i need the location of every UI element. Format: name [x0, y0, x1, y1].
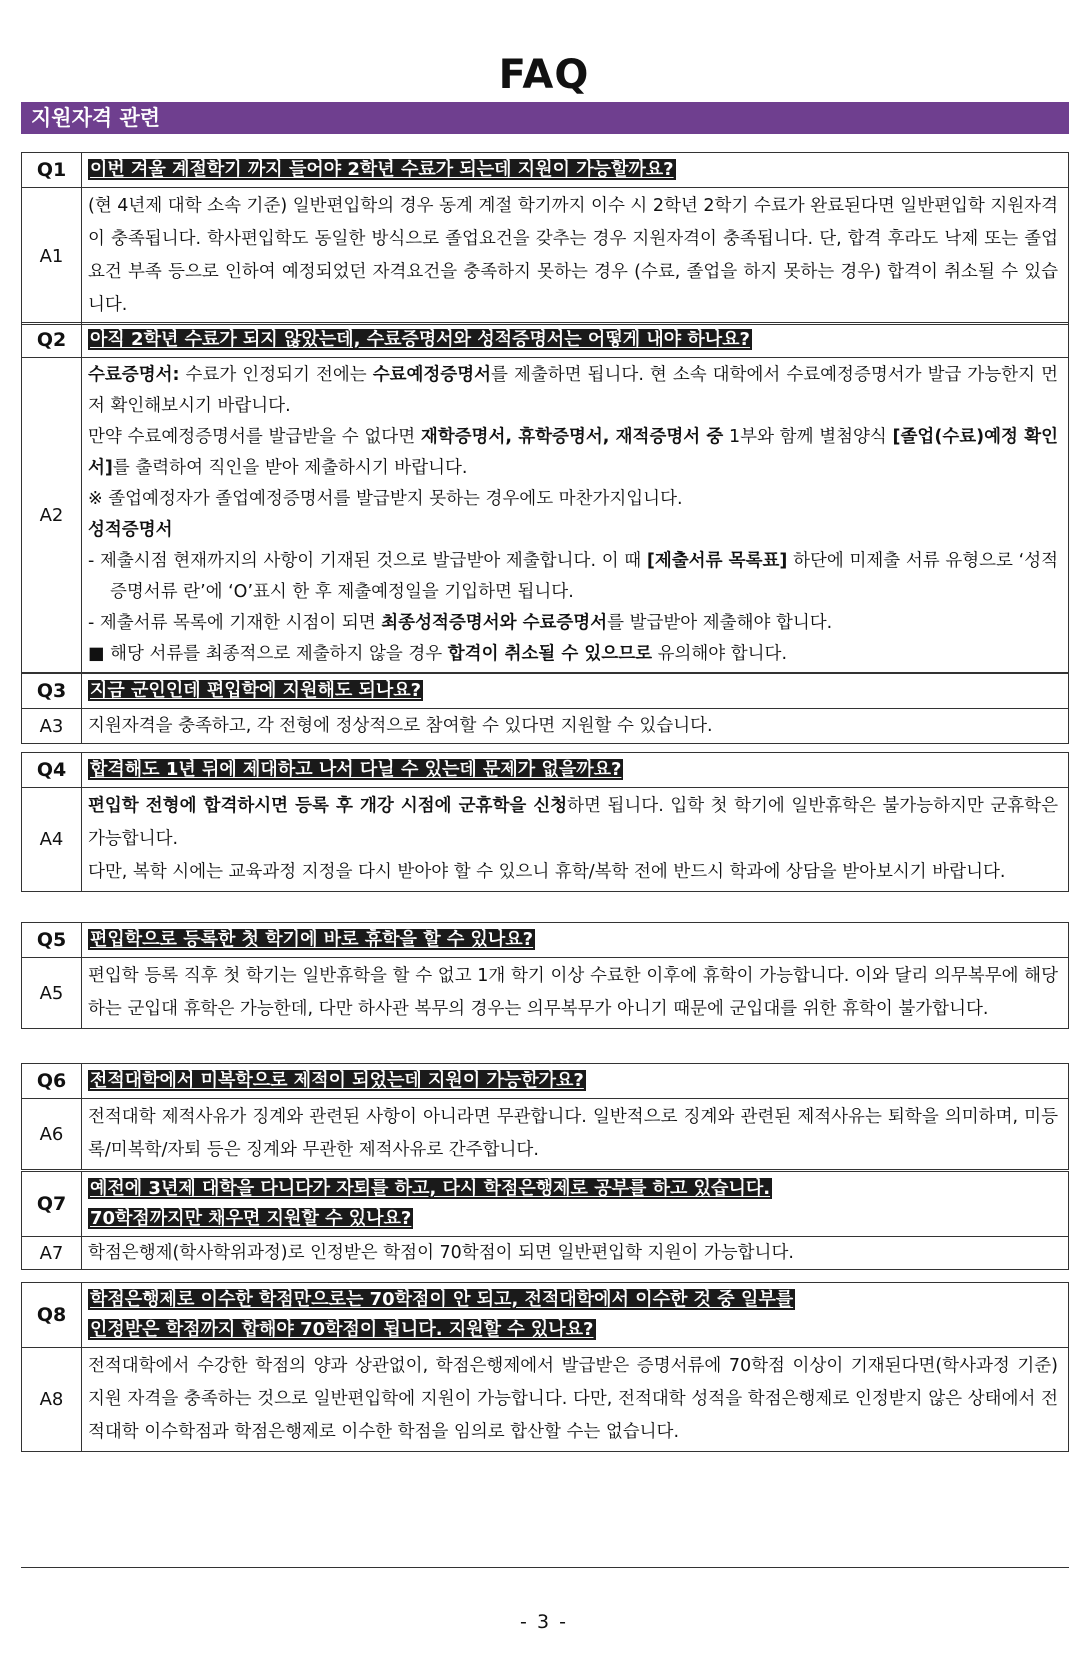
question-row: [22, 323, 1068, 358]
question-label: Q3: [22, 674, 82, 708]
answer-label: A5: [22, 958, 82, 1028]
faq-item-q4: [21, 752, 1069, 892]
faq-item-q1: [21, 152, 1069, 325]
question-row: [22, 753, 1068, 788]
answer-label: A2: [22, 358, 82, 672]
question-row: [22, 923, 1068, 958]
question-text: 아직 2학년 수료가 되지 않았는데, 수료증명서와 성적증명서는 어떻게 내야 하나요?: [90, 329, 751, 350]
question-label: Q4: [22, 753, 82, 787]
faq-item-q7: [21, 1171, 1069, 1270]
faq-item-q8: [21, 1282, 1069, 1452]
answer-text: 학점은행제(학사학위과정)로 인정받은 학점이 70학점이 되면 일반편입학 지원이 가능합니다.: [88, 1243, 794, 1263]
question-text: 지금 군인인데 편입학에 지원해도 되나요?: [90, 680, 422, 701]
question-text: 예전에 3년제 대학을 다니다가 자퇴를 하고, 다시 학점은행제로 공부를 하고 있습니다. 70학점까지만 채우면 지원할 수 있나요?: [90, 1178, 771, 1229]
answer-paragraph: 수료증명서: 수료가 인정되기 전에는 수료예정증명서를 제출하면 됩니다. 현 소속 대학에서 수료예정증명서가 발급 가능한지 먼저 확인해보시기 바랍니다.: [88, 365, 1058, 416]
section-header: 지원자격 관련: [21, 102, 1069, 134]
answer-row: [22, 188, 1068, 324]
answer-subheading: 성적증명서: [88, 520, 173, 540]
question-text: 편입학으로 등록한 첫 학기에 바로 휴학을 할 수 있나요?: [90, 929, 534, 950]
question-label: Q2: [22, 323, 82, 357]
question-row: [22, 153, 1068, 188]
question-label: Q7: [22, 1172, 82, 1236]
question-text: 합격해도 1년 뒤에 제대하고 나서 다닐 수 있는데 문제가 없을까요?: [90, 759, 622, 780]
answer-text: [82, 788, 1068, 891]
page-number: - 3 -: [520, 1611, 568, 1633]
question-text: 전적대학에서 미복학으로 제적이 되었는데 지원이 가능한가요?: [90, 1070, 584, 1091]
answer-paragraph: 만약 수료예정증명서를 발급받을 수 없다면 재학증명서, 휴학증명서, 재적증명서 중 1부와 함께 별첨양식 [졸업(수료)예정 확인서]를 출력하여 직인을 받아 제출하시기 바랍니다.: [88, 427, 1059, 478]
question-label: Q8: [22, 1283, 82, 1347]
answer-row: [22, 958, 1068, 1028]
answer-text: 편입학 등록 직후 첫 학기는 일반휴학을 할 수 없고 1개 학기 이상 수료한 이후에 휴학이 가능합니다. 이와 달리 의무복무에 해당하는 군입대 휴학은 가능한데, 다만 하사관 복무의 경우는 의무복무가 아니기 때문에 군입대를 위한 휴학이 불가합니다.: [88, 966, 1058, 1019]
answer-row: [22, 709, 1068, 743]
answer-label: A7: [22, 1237, 82, 1269]
question-label: Q5: [22, 923, 82, 957]
answer-label: A1: [22, 188, 82, 324]
answer-label: A4: [22, 788, 82, 891]
answer-paragraph: 다만, 복학 시에는 교육과정 지정을 다시 받아야 할 수 있으니 휴학/복학 전에 반드시 학과에 상담을 받아보시기 바랍니다.: [88, 862, 1006, 882]
question-label: Q1: [22, 153, 82, 187]
answer-row: [22, 1099, 1068, 1169]
faq-item-q3: [21, 673, 1069, 744]
question-row: [22, 1283, 1068, 1348]
answer-row: [22, 1237, 1068, 1269]
faq-item-q5: [21, 922, 1069, 1029]
faq-item-q2: [21, 322, 1069, 673]
answer-label: A8: [22, 1348, 82, 1451]
answer-note: ※ 졸업예정자가 졸업예정증명서를 발급받지 못하는 경우에도 마찬가지입니다.: [88, 489, 683, 509]
page-title: FAQ: [498, 52, 590, 98]
answer-text: (현 4년제 대학 소속 기준) 일반편입학의 경우 동계 계절 학기까지 이수 시 2학년 2학기 수료가 완료된다면 일반편입학 지원자격이 충족됩니다. 학사편입학도 동일한 방식으로 졸업요건을 갖추는 경우 지원자격이 충족됩니다. 단, 합격 후라도 낙제 또는 졸업요건 부족 등으로 인하여 예정되었던 자격요건을 충족하지 못하는 경우 (수료, 졸업을 하지 못하는 경우) 합격이 취소될 수 있습니다.: [88, 196, 1058, 315]
question-row: [22, 1172, 1068, 1237]
answer-label: A6: [22, 1099, 82, 1169]
question-row: [22, 1064, 1068, 1099]
answer-row: [22, 358, 1068, 672]
answer-text: 전적대학에서 수강한 학점의 양과 상관없이, 학점은행제에서 발급받은 증명서류에 70학점 이상이 기재된다면(학사과정 기준) 지원 자격을 충족하는 것으로 일반편입학에 지원이 가능합니다. 다만, 전적대학 성적을 학점은행제로 인정받지 않은 상태에서 전적대학 이수학점과 학점은행제로 이수한 학점을 임의로 합산할 수는 없습니다.: [88, 1356, 1058, 1442]
answer-text: 지원자격을 충족하고, 각 전형에 정상적으로 참여할 수 있다면 지원할 수 있습니다.: [88, 716, 713, 736]
question-label: Q6: [22, 1064, 82, 1098]
answer-label: A3: [22, 709, 82, 743]
faq-item-q6: [21, 1063, 1069, 1170]
answer-row: [22, 788, 1068, 891]
answer-text: 전적대학 제적사유가 징계와 관련된 사항이 아니라면 무관합니다. 일반적으로 징계와 관련된 제적사유는 퇴학을 의미하며, 미등록/미복학/자퇴 등은 징계와 무관한 제적사유로 간주합니다.: [88, 1107, 1058, 1160]
answer-row: [22, 1348, 1068, 1451]
answer-paragraph: - 제출시점 현재까지의 사항이 기재된 것으로 발급받아 제출합니다. 이 때 [제출서류 목록표] 하단에 미제출 서류 유형으로 ‘성적증명서류 란’에 ‘O’표시 한 후 제출예정일을 기입하면 됩니다.: [88, 551, 1059, 602]
answer-text: [82, 358, 1068, 672]
question-text: 학점은행제로 이수한 학점만으로는 70학점이 안 되고, 전적대학에서 이수한 것 중 일부를 인정받은 학점까지 합해야 70학점이 됩니다. 지원할 수 있나요?: [90, 1289, 794, 1340]
question-row: [22, 674, 1068, 709]
answer-paragraph: ■ 해당 서류를 최종적으로 제출하지 않을 경우 합격이 취소될 수 있으므로 유의해야 합니다.: [88, 644, 788, 664]
answer-paragraph: - 제출서류 목록에 기재한 시점이 되면 최종성적증명서와 수료증명서를 발급받아 제출해야 합니다.: [88, 613, 833, 633]
answer-paragraph: 편입학 전형에 합격하시면 등록 후 개강 시점에 군휴학을 신청하면 됩니다. 입학 첫 학기에 일반휴학은 불가능하지만 군휴학은 가능합니다.: [88, 796, 1058, 849]
question-text: 이번 겨울 계절학기 까지 들어야 2학년 수료가 되는데 지원이 가능할까요?: [90, 159, 674, 180]
footer-divider: [21, 1567, 1069, 1568]
